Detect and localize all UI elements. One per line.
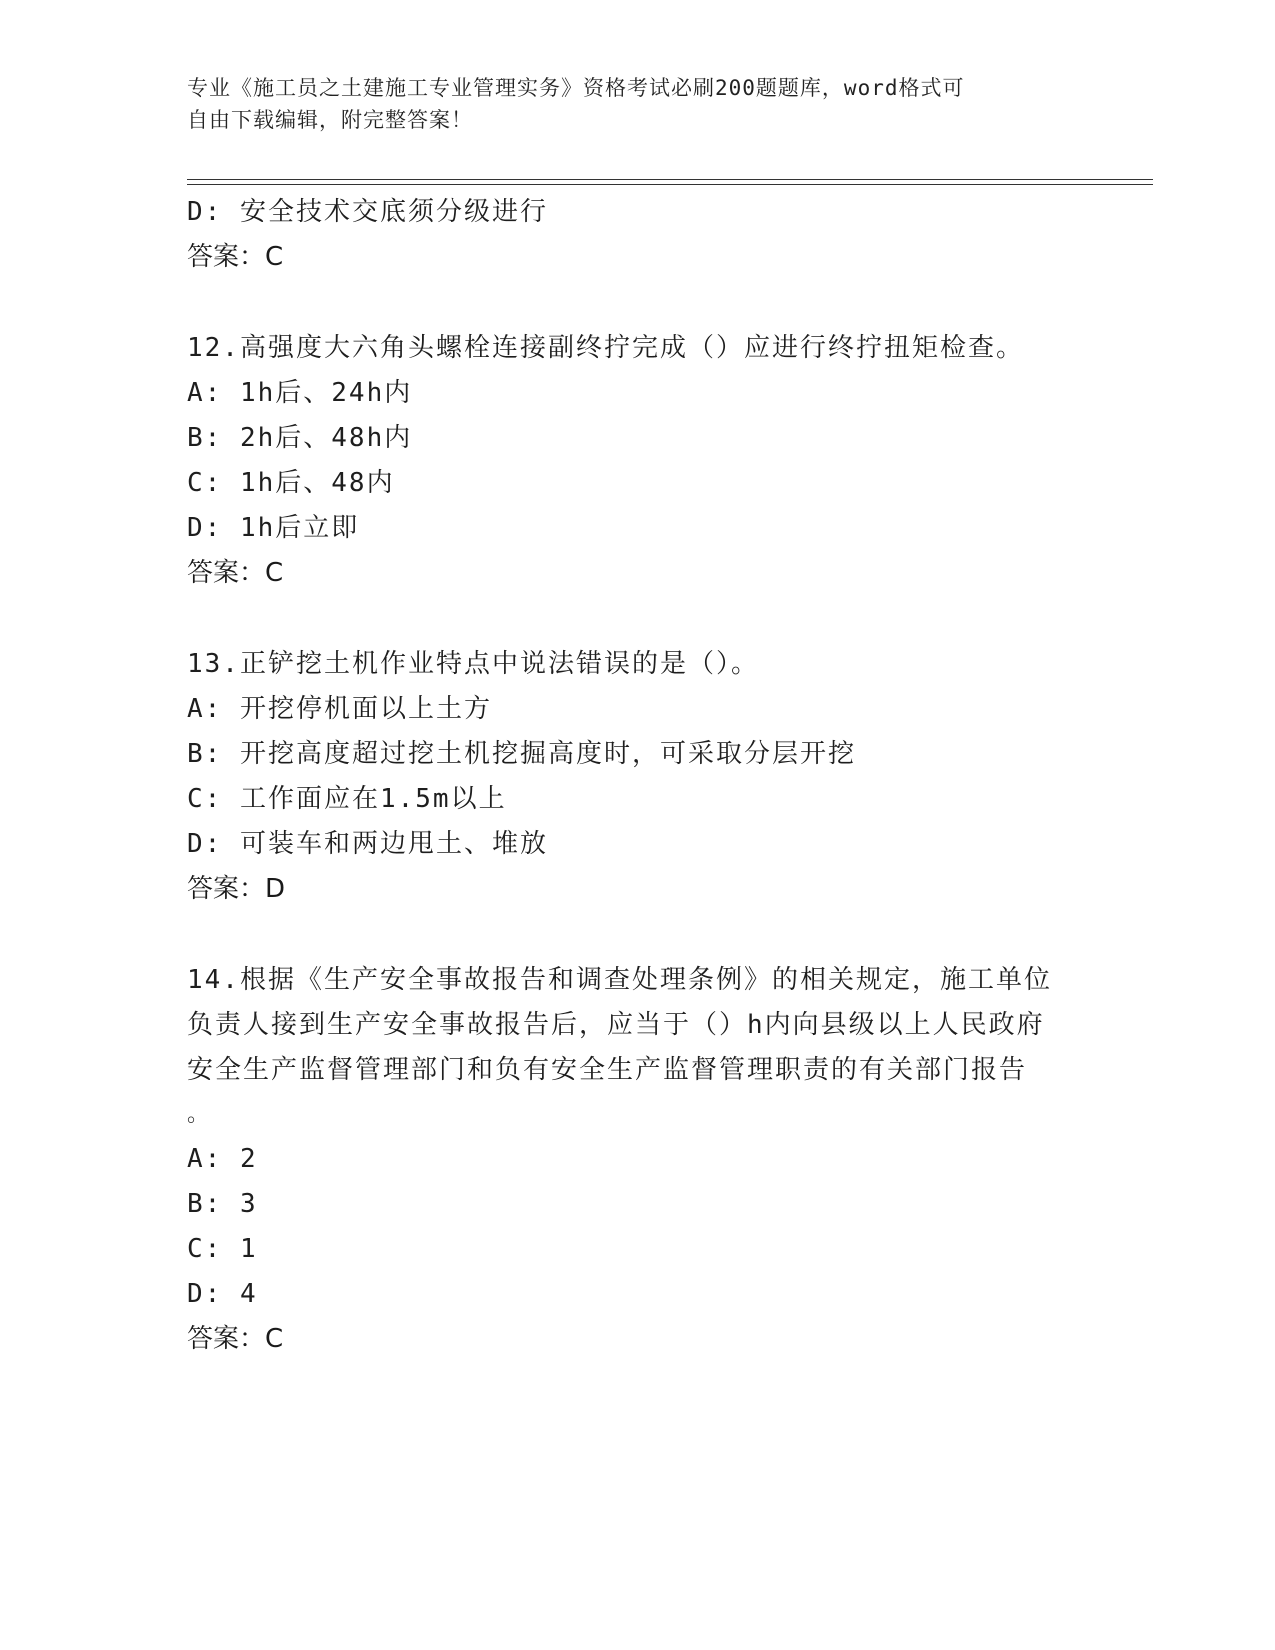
question-12 [187, 326, 1087, 596]
question-14 [187, 958, 1087, 1362]
question-stem-line-3: 安全生产监督管理部门和负有安全生产监督管理职责的有关部门报告 [187, 1055, 1028, 1085]
answer-line: 答案：C [187, 1324, 284, 1354]
option-c: C: 工作面应在1.5m以上 [187, 784, 507, 814]
option-d: D: 安全技术交底须分级进行 [187, 197, 548, 227]
answer-line: 答案：C [187, 558, 284, 588]
answer-line: 答案：D [187, 874, 286, 904]
header-divider-bottom [187, 184, 1153, 185]
option-a: A: 2 [187, 1144, 258, 1174]
option-b: B: 开挖高度超过挖土机挖掘高度时，可采取分层开挖 [187, 739, 856, 769]
question-13 [187, 642, 1087, 912]
question-stem: 13.正铲挖土机作业特点中说法错误的是（）。 [187, 649, 759, 679]
answer-line: 答案：C [187, 242, 284, 272]
question-stem-line-2: 负责人接到生产安全事故报告后，应当于（）h内向县级以上人民政府 [187, 1010, 1045, 1040]
option-c: C: 1h后、48内 [187, 468, 395, 498]
header-line-2: 自由下载编辑，附完整答案！ [187, 108, 473, 132]
option-d: D: 可装车和两边甩土、堆放 [187, 829, 548, 859]
option-a: A: 1h后、24h内 [187, 378, 413, 408]
previous-question-tail [187, 190, 1087, 280]
question-stem-line-1: 14.根据《生产安全事故报告和调查处理条例》的相关规定，施工单位 [187, 965, 1052, 995]
question-list [187, 190, 1087, 1362]
option-c: C: 1 [187, 1234, 258, 1264]
question-stem-line-4: 。 [187, 1102, 210, 1127]
option-b: B: 3 [187, 1189, 258, 1219]
option-d: D: 4 [187, 1279, 258, 1309]
option-a: A: 开挖停机面以上土方 [187, 694, 492, 724]
option-b: B: 2h后、48h内 [187, 423, 413, 453]
option-d: D: 1h后立即 [187, 513, 360, 543]
question-stem: 12.高强度大六角头螺栓连接副终拧完成（）应进行终拧扭矩检查。 [187, 333, 1024, 363]
header-line-1: 专业《施工员之土建施工专业管理实务》资格考试必刷200题题库，word格式可 [187, 76, 965, 100]
header-divider-top [187, 179, 1153, 180]
document-header [187, 72, 1087, 136]
